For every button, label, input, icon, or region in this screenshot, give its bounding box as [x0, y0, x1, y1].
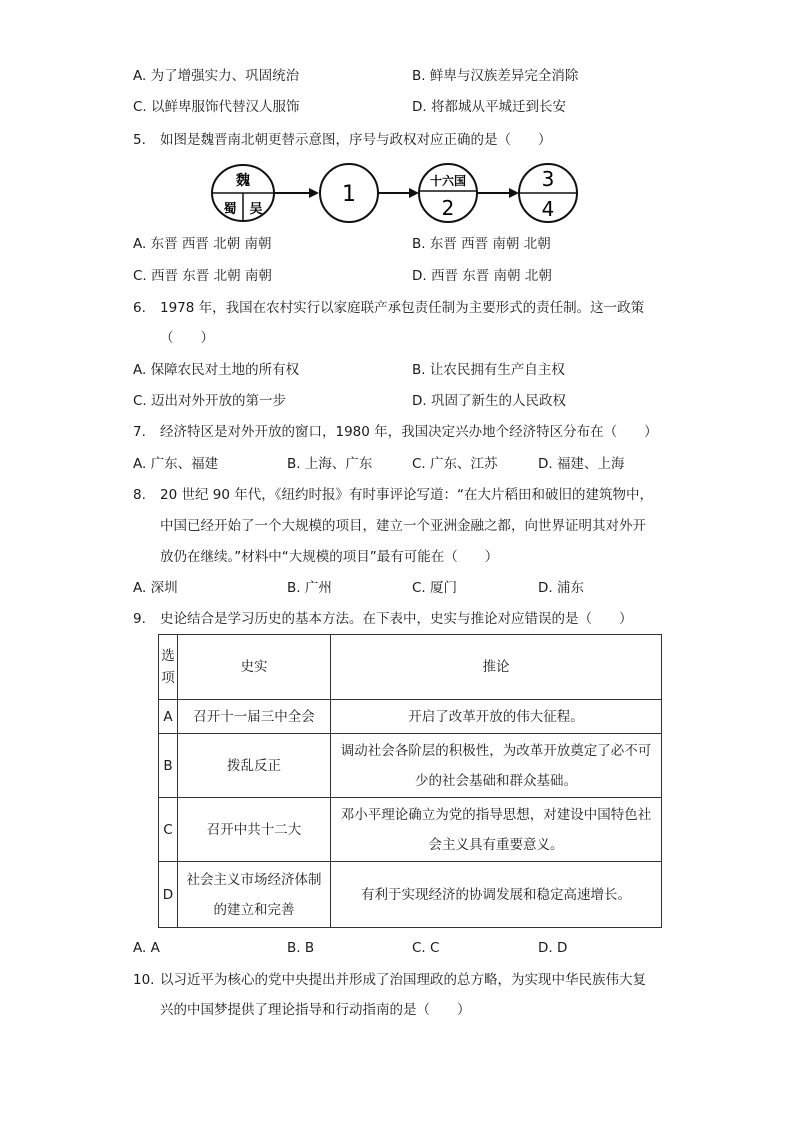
q5-number: 5.	[133, 132, 146, 148]
row-d-fact	[178, 862, 331, 928]
row-b-inference-line2: 少的社会基础和群众基础。	[415, 772, 577, 789]
header-option-cell	[159, 635, 178, 700]
row-d-option: D	[159, 862, 178, 928]
q7-option-a: A. 广东、福建	[133, 456, 219, 472]
row-a-inference	[331, 700, 662, 734]
q9-option-c: C. C	[412, 940, 440, 956]
row-c-inference-line2: 会主义具有重要意义。	[428, 836, 564, 853]
dynasty-succession-diagram	[205, 158, 595, 228]
q7-option-b: B. 上海、广东	[287, 456, 373, 472]
header-option-char-1: 选	[161, 648, 175, 664]
q8-option-d: D. 浦东	[538, 580, 584, 596]
wu-label: 吴	[249, 202, 263, 217]
wei-label: 魏	[236, 173, 250, 189]
q10-stem-line1: 以习近平为核心的党中央提出并形成了治国理政的总方略，为实现中华民族伟大复	[160, 972, 646, 988]
q5-option-b: B. 东晋 西晋 南朝 北朝	[412, 236, 551, 252]
q4-option-c: C. 以鲜卑服饰代替汉人服饰	[133, 99, 300, 115]
q6-option-b: B. 让农民拥有生产自主权	[412, 362, 565, 378]
q4-option-a: A. 为了增强实力、巩固统治	[133, 68, 300, 84]
row-d-inference-line1: 有利于实现经济的协调发展和稳定高速增长。	[361, 886, 631, 903]
q8-stem-line2: 中国已经开始了一个大规模的项目，建立一个亚洲金融之都，向世界证明其对外开	[160, 518, 646, 534]
row-c-fact-line1: 召开中共十二大	[206, 821, 302, 838]
header-option-char-2: 项	[161, 670, 175, 686]
row-a-option: A	[159, 700, 178, 734]
row-a-inference-line1: 开启了改革开放的伟大征程。	[408, 708, 584, 725]
q6-option-d: D. 巩固了新生的人民政权	[412, 393, 566, 409]
q8-stem-line3: 放仍在继续。”材料中“大规模的项目”最有可能在（ ）	[160, 549, 499, 565]
q5-option-a: A. 东晋 西晋 北朝 南朝	[133, 236, 272, 252]
circle-2-top-label: 十六国	[429, 174, 467, 188]
row-a-fact-line1: 召开十一届三中全会	[193, 708, 315, 725]
row-d-inference	[331, 862, 662, 928]
q6-stem-line1: 1978 年，我国在农村实行以家庭联产承包责任制为主要形式的责任制。这一政策	[160, 300, 645, 316]
row-b-fact-line1: 拨乱反正	[227, 757, 281, 774]
q5-stem: 如图是魏晋南北朝更替示意图，序号与政权对应正确的是（ ）	[160, 132, 552, 148]
circle-1-label: 1	[342, 182, 356, 207]
q6-option-c: C. 迈出对外开放的第一步	[133, 393, 287, 409]
circle-3-bottom-label: 4	[541, 197, 555, 221]
q7-option-c: C. 广东、江苏	[412, 456, 498, 472]
row-c-inference-line1: 邓小平理论确立为党的指导思想，对建设中国特色社	[340, 806, 652, 823]
row-c-option: C	[159, 798, 178, 862]
table-row	[159, 798, 662, 862]
q4-option-d: D. 将都城从平城迁到长安	[412, 99, 566, 115]
q10-number: 10.	[133, 972, 155, 988]
table-row	[159, 700, 662, 734]
arrow-3-head	[509, 188, 519, 198]
q9-option-a: A. A	[133, 940, 160, 956]
diagram-svg	[205, 158, 595, 228]
arrow-1-head	[309, 188, 319, 198]
q8-option-b: B. 广州	[287, 580, 332, 596]
q7-number: 7.	[133, 424, 146, 440]
shu-label: 蜀	[223, 202, 237, 217]
row-d-fact-line2: 的建立和完善	[213, 901, 295, 918]
q6-number: 6.	[133, 300, 146, 316]
row-a-fact	[178, 700, 331, 734]
q9-stem: 史论结合是学习历史的基本方法。在下表中，史实与推论对应错误的是（ ）	[160, 611, 633, 627]
q8-number: 8.	[133, 487, 146, 503]
row-b-fact	[178, 734, 331, 798]
row-d-fact-line1: 社会主义市场经济体制	[186, 871, 322, 888]
table-row	[159, 734, 662, 798]
table-row	[159, 862, 662, 928]
arrow-2-head	[409, 188, 419, 198]
circle-3-top-label: 3	[541, 167, 555, 191]
q8-stem-line1: 20 世纪 90 年代，《纽约时报》有时事评论写道：“在大片稻田和破旧的建筑物中，	[160, 487, 653, 503]
q7-stem: 经济特区是对外开放的窗口，1980 年，我国决定兴办地个经济特区分布在（ ）	[160, 424, 658, 440]
q9-option-b: B. B	[287, 940, 315, 956]
q8-option-a: A. 深圳	[133, 580, 178, 596]
q10-stem-line2: 兴的中国梦提供了理论指导和行动指南的是（ ）	[160, 1002, 471, 1018]
q7-option-d: D. 福建、上海	[538, 456, 625, 472]
q4-option-b: B. 鲜卑与汉族差异完全消除	[412, 68, 579, 84]
header-fact-cell: 史实	[178, 635, 331, 700]
q8-option-c: C. 厦门	[412, 580, 458, 596]
table-header-row	[159, 635, 662, 700]
q9-option-d: D. D	[538, 940, 568, 956]
row-b-inference-line1: 调动社会各阶层的积极性，为改革开放奠定了必不可	[340, 742, 652, 759]
q6-stem-line2: （ ）	[160, 330, 214, 346]
row-b-inference	[331, 734, 662, 798]
q9-number: 9.	[133, 611, 146, 627]
row-c-fact	[178, 798, 331, 862]
circle-2-bottom-label: 2	[441, 196, 455, 220]
q5-option-c: C. 西晋 东晋 北朝 南朝	[133, 268, 272, 284]
history-reasoning-table	[158, 634, 662, 928]
row-c-inference	[331, 798, 662, 862]
q6-option-a: A. 保障农民对土地的所有权	[133, 362, 300, 378]
row-b-option: B	[159, 734, 178, 798]
q5-option-d: D. 西晋 东晋 南朝 北朝	[412, 268, 552, 284]
header-inference-cell: 推论	[331, 635, 662, 700]
